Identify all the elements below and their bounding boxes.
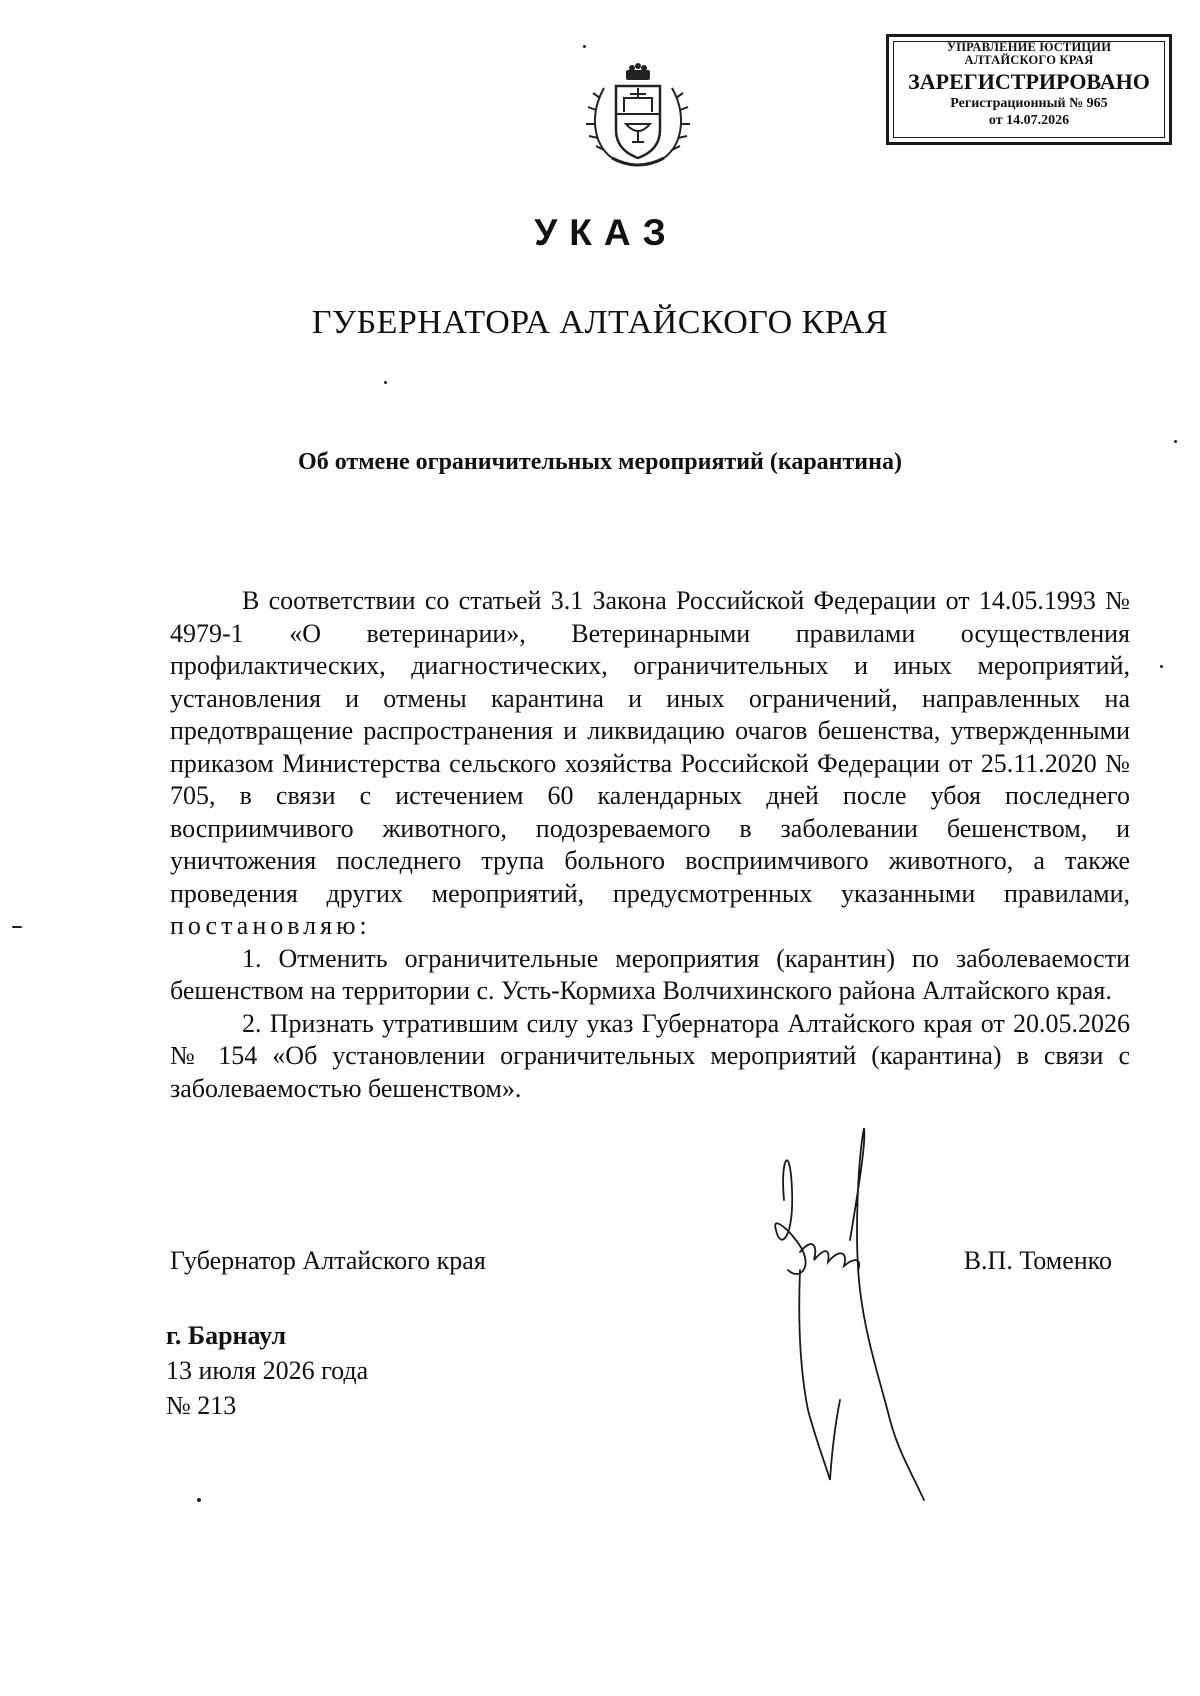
stamp-reg-date: от 14.07.2026 [988, 113, 1070, 128]
scan-speck [384, 381, 387, 384]
scan-speck [12, 926, 22, 928]
document-body [170, 585, 1130, 1105]
issuer-title: ГУБЕРНАТОРА АЛТАЙСКОГО КРАЯ [311, 304, 889, 341]
stamp-authority-line2: АЛТАЙСКОГО КРАЯ [964, 53, 1094, 67]
signatory-position: Губернатор Алтайского края [170, 1246, 486, 1275]
handwritten-signature [740, 1120, 940, 1520]
scan-speck [1174, 440, 1177, 443]
issue-number: № 213 [166, 1391, 237, 1420]
preamble-paragraph [170, 585, 1130, 943]
stamp-inner-frame [893, 41, 1165, 138]
item-2: 2. Признать утратившим силу указ Губернатора Алтайского края от 20.05.2026 № 154 «Об установлении ограничительных мероприятий (карантина) в связи с заболеваемостью бешенством». [170, 1008, 1130, 1103]
stamp-status: ЗАРЕГИСТРИРОВАНО [908, 69, 1150, 94]
issue-city: г. Барнаул [166, 1321, 287, 1350]
issue-date: 13 июля 2026 года [166, 1356, 369, 1385]
scan-speck [1160, 665, 1163, 668]
scan-speck [583, 45, 586, 48]
issue-details [166, 1318, 368, 1423]
decree-word: постановляю: [170, 911, 371, 940]
stamp-authority-line1: УПРАВЛЕНИЕ ЮСТИЦИИ [946, 40, 1112, 54]
stamp-reg-number: Регистрационный № 965 [950, 96, 1108, 111]
preamble-text: В соответствии со статьей 3.1 Закона Российской Федерации от 14.05.1993 № 4979-1 «О ветеринарии», Ветеринарными правилами осуществления профилактических, диагностических, ограничительных и иных мероприятий, установления и отмены карантина и иных ограничений, направленных на предотвращение распространения и ликвидацию очагов бешенства, утвержденными приказом Министерства сельского хозяйства Российской Федерации от 25.11.2020 № 705, в связи с истечением 60 календарных дней после убоя последнего восприимчивого животного, подозреваемого в заболевании бешенством, и уничтожения последнего трупа больного восприимчивого животного, а также проведения других мероприятий, предусмотренных указанными правилами, [170, 586, 1130, 908]
item-1: 1. Отменить ограничительные мероприятия (карантин) по заболеваемости бешенством на территории с. Усть-Кормиха Волчихинского района Алтайского края. [170, 943, 1130, 1005]
registration-stamp [886, 34, 1172, 145]
coat-of-arms-icon [582, 58, 694, 176]
document-type-title: УКАЗ [534, 212, 678, 253]
scan-speck [197, 1498, 201, 1502]
signatory-name: В.П. Томенко [963, 1246, 1112, 1275]
document-heading: Об отмене ограничительных мероприятий (карантина) [298, 449, 902, 475]
